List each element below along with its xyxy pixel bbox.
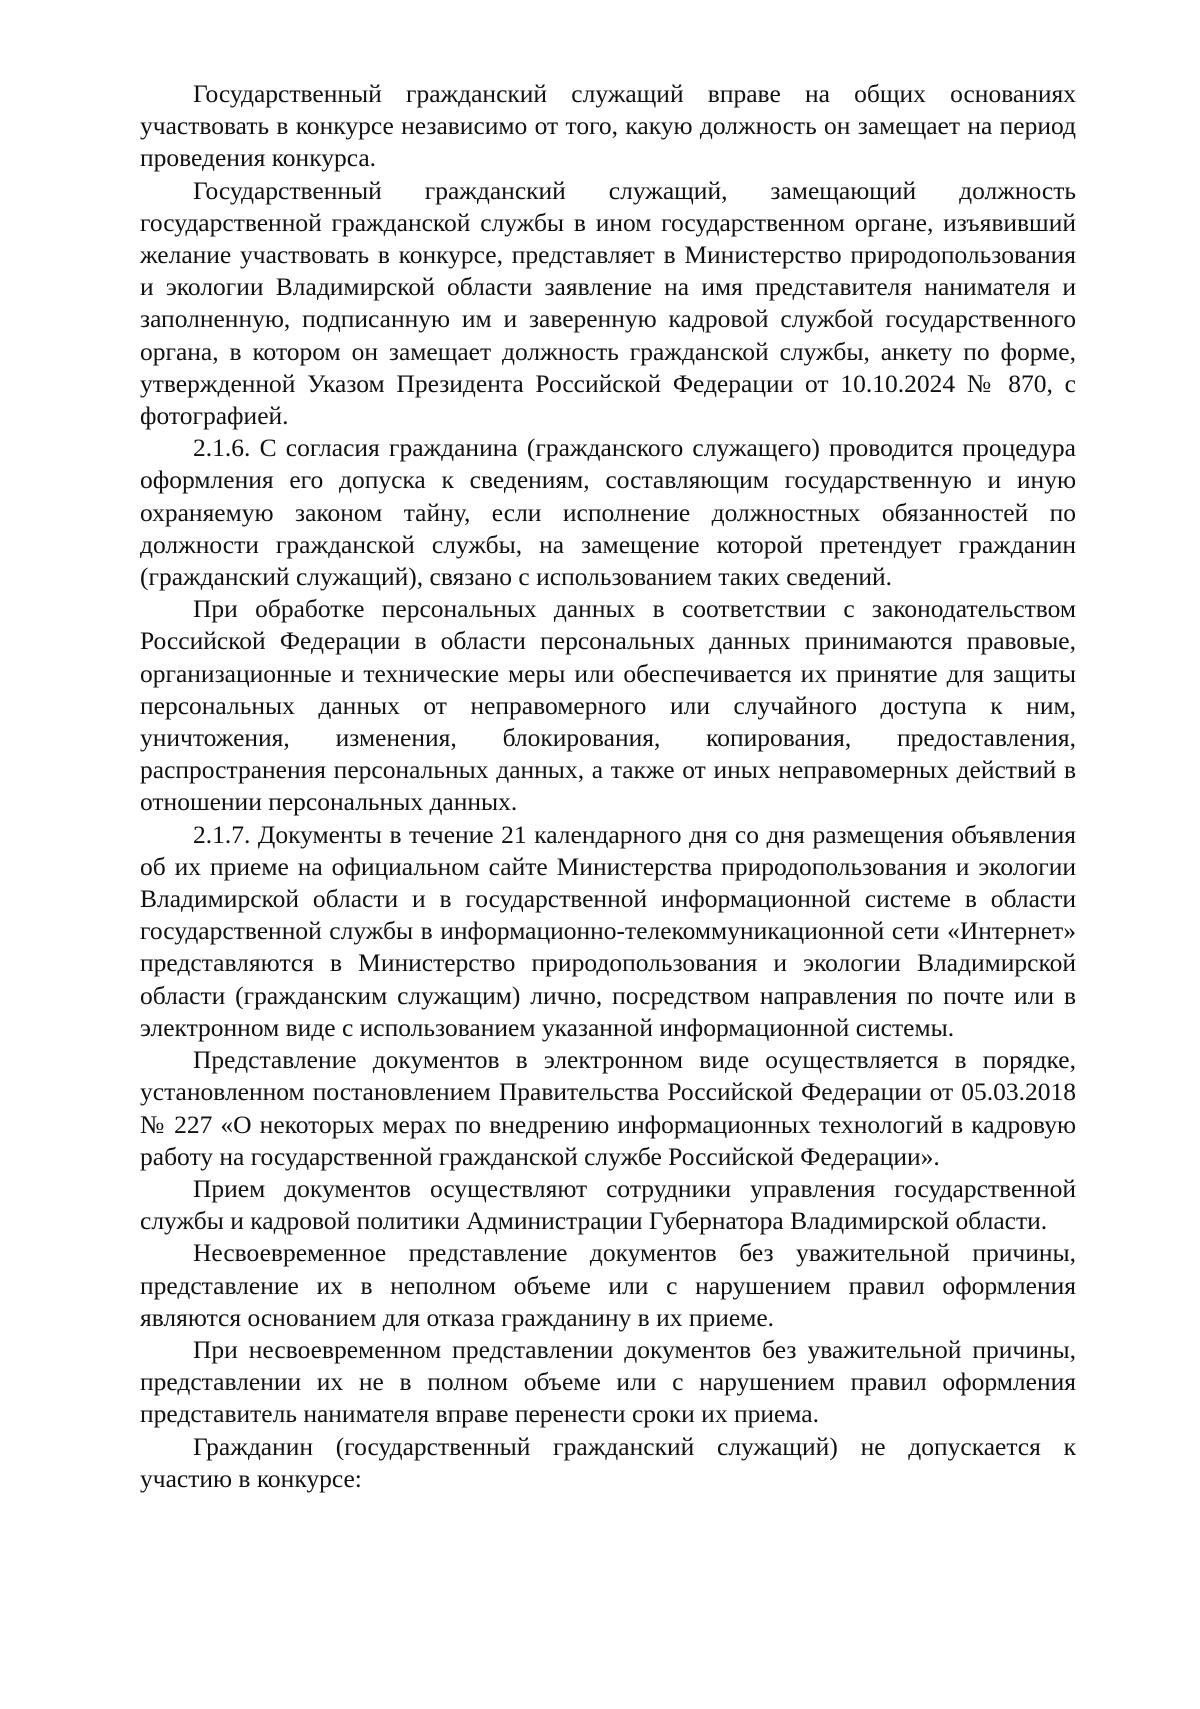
document-body xyxy=(140,78,1076,1495)
paragraph-10: Гражданин (государственный гражданский служащий) не допускается к участию в конкурсе: xyxy=(140,1431,1076,1493)
paragraph-9: При несвоевременном представлении документов без уважительной причины, представлении их не в полном объеме или с нарушением правил оформления представитель нанимателя вправе перенести сроки их приема. xyxy=(140,1334,1076,1429)
paragraph-8: Несвоевременное представление документов без уважительной причины, представление их в неполном объеме или с нарушением правил оформления являются основанием для отказа гражданину в их приеме. xyxy=(140,1238,1076,1332)
paragraph-5: 2.1.7. Документы в течение 21 календарного дня со дня размещения объявления об их приеме на официальном сайте Министерства природопользования и экологии Владимирской области и в государственной информационной системе в области государственной службы в информационно-телекоммуникационной сети «Интернет» представляются в Министерство природопользования и экологии Владимирской области (гражданским служащим) лично, посредством направления по почте или в электронном виде с использованием указанной информационной системы. xyxy=(140,819,1076,1042)
paragraph-1: Государственный гражданский служащий вправе на общих основаниях участвовать в конкурсе независимо от того, какую должность он замещает на период проведения конкурса. xyxy=(140,79,1076,173)
paragraph-4: При обработке персональных данных в соответствии с законодательством Российской Федерации в области персональных данных принимаются правовые, организационные и технические меры или обеспечивается их принятие для защиты персональных данных от неправомерного или случайного доступа к ним, уничтожения, изменения, блокирования, копирования, предоставления, распространения персональных данных, а также от иных неправомерных действий в отношении персональных данных. xyxy=(140,594,1076,817)
paragraph-6: Представление документов в электронном виде осуществляется в порядке, установленном постановлением Правительства Российской Федерации от 05.03.2018 № 227 «О некоторых мерах по внедрению информационных технологий в кадровую работу на государственной гражданской службе Российской Федерации». xyxy=(140,1045,1076,1171)
paragraph-7: Прием документов осуществляют сотрудники управления государственной службы и кадровой политики Администрации Губернатора Владимирской области. xyxy=(140,1173,1076,1236)
paragraph-3: 2.1.6. С согласия гражданина (гражданского служащего) проводится процедура оформления его допуска к сведениям, составляющим государственную и иную охраняемую законом тайну, если исполнение должностных обязанностей по должности гражданской службы, на замещение которой претендует гражданин (гражданский служащий), связано с использованием таких сведений. xyxy=(140,433,1076,592)
paragraph-2: Государственный гражданский служащий, замещающий должность государственной гражданской службы в ином государственном органе, изъявивший желание участвовать в конкурсе, представляет в Министерство природопользования и экологии Владимирской области заявление на имя представителя нанимателя и заполненную, подписанную им и заверенную кадровой службой государственного органа, в котором он замещает должность гражданской службы, анкету по форме, утвержденной Указом Президента Российской Федерации от 10.10.2024 № 870, с фотографией. xyxy=(140,175,1076,431)
